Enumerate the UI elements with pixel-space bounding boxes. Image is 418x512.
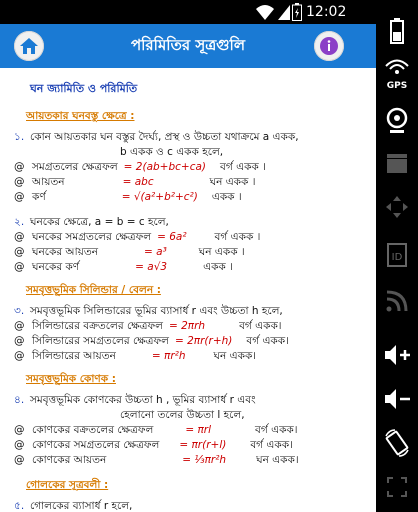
formula: = 2πr(r+h) (174, 335, 233, 347)
formula-unit: ঘন একক। (213, 350, 257, 362)
home-icon (19, 36, 39, 56)
intro-line (14, 499, 362, 512)
formula-row (14, 334, 362, 349)
formula-label: সিলিন্ডারের সমগ্রতলের ক্ষেত্রফল (32, 335, 169, 347)
formula: = 2πrh (168, 320, 206, 332)
item-number: ৩. (14, 305, 25, 317)
bullet: @ (14, 350, 25, 362)
section-title: সমবৃত্তভূমিক সিলিন্ডার / বেলন : (26, 284, 161, 296)
formula-label: আয়তন (32, 176, 65, 188)
bullet: @ (14, 335, 25, 347)
formula: = √(a²+b²+c²) (121, 191, 198, 203)
formula-row (14, 190, 362, 205)
rotate-button[interactable] (380, 426, 414, 460)
bullet: @ (14, 454, 25, 466)
intro-text: গোলকের ব্যাসার্ধ r হলে, (30, 500, 133, 512)
fullscreen-button[interactable] (380, 470, 414, 504)
intro-text: ঘনকের ক্ষেত্রে, a = b = c হলে, (30, 216, 169, 228)
formula-row (14, 230, 362, 245)
item-number: ১. (14, 131, 25, 143)
battery-status-button[interactable] (380, 14, 414, 48)
formula-label: কোণকের বক্রতলের ক্ষেত্রফল (32, 424, 154, 436)
formula-unit: বর্গ একক। (250, 439, 293, 451)
formula-unit: ঘন একক । (198, 246, 245, 258)
id-card-icon (380, 238, 414, 272)
info-icon (319, 36, 339, 56)
formula-row (14, 160, 362, 175)
home-button[interactable] (14, 31, 44, 61)
camera-button[interactable] (380, 104, 414, 138)
id-label: ID (391, 252, 403, 263)
intro-text: b একক ও c একক হলে, (120, 146, 224, 158)
formula: = 2(ab+bc+ca) (123, 161, 207, 173)
formula-row (14, 453, 362, 468)
bullet: @ (14, 246, 25, 258)
formula-label: কর্ণ (32, 191, 46, 203)
signal-icon (277, 3, 291, 21)
formula-unit: ঘন একক । (209, 176, 256, 188)
formula-label: সিলিন্ডারের বক্রতলের ক্ষেত্রফল (32, 320, 163, 332)
formula: = 6a² (157, 231, 187, 243)
dpad-button[interactable] (380, 190, 414, 224)
formula: = πr(r+l) (179, 439, 227, 451)
section-title: আয়তকার ঘনবস্তু ক্ষেত্রে : (26, 110, 135, 122)
formula-label: কোণকের আয়তন (32, 454, 107, 466)
intro-line (14, 393, 362, 408)
wifi-icon (255, 3, 275, 21)
formula-label: ঘনকের কর্ণ (32, 261, 80, 273)
formula: = a³ (144, 246, 167, 258)
bullet: @ (14, 439, 25, 451)
intro-line (14, 215, 362, 230)
status-bar (0, 0, 376, 24)
formula-row (14, 423, 362, 438)
formula-unit: বর্গ একক। (246, 335, 289, 347)
formula: = πr²h (151, 350, 186, 362)
item-number: ৫. (14, 500, 25, 512)
info-button[interactable] (314, 31, 344, 61)
intro-text: সমবৃত্তভূমিক সিলিন্ডারের ভূমির ব্যাসার্ধ r এবং উচ্চতা h হলে, (30, 305, 283, 317)
formula-unit: ঘন একক। (256, 454, 299, 466)
bullet: @ (14, 176, 25, 188)
intro-text: কোন আয়তকার ঘন বস্তুর দৈর্ঘ্য, প্রস্থ ও উচ্চতা যথাক্রমে a একক, (30, 131, 299, 143)
formula: = πrl (185, 424, 212, 436)
item-number: ২. (14, 216, 25, 228)
formula-row (14, 245, 362, 260)
formula: = ⅓πr²h (182, 454, 227, 466)
device-id-button[interactable] (380, 238, 414, 272)
formula-unit: বর্গ একক । (220, 161, 266, 173)
formula-content[interactable] (0, 68, 376, 512)
webcam-icon (380, 104, 414, 138)
formula-label: ঘনকের সমগ্রতলের ক্ষেত্রফল (32, 231, 152, 243)
main-title: ঘন জ্যামিতি ও পরিমিতি (30, 82, 138, 95)
formula-row (14, 319, 362, 334)
volume-up-icon (380, 338, 414, 372)
formula-unit: বর্গ একক । (214, 231, 261, 243)
formula: = a√3 (135, 261, 168, 273)
volume-down-button[interactable] (380, 382, 414, 416)
formula-unit: একক । (211, 191, 242, 203)
item-number: ৪. (14, 394, 25, 406)
bullet: @ (14, 320, 25, 332)
intro-text: সমবৃত্তভূমিক কোণকের উচ্চতা h , ভূমির ব্যাসার্ধ r এবং (30, 394, 256, 406)
formula-label: ঘনকের আয়তন (32, 246, 99, 258)
battery-icon (380, 14, 414, 48)
bullet: @ (14, 161, 25, 173)
intro-line (14, 408, 362, 423)
formula-row (14, 175, 362, 190)
section-title: সমবৃত্তভূমিক কোণক : (26, 373, 116, 385)
volume-down-icon (380, 382, 414, 416)
clapperboard-icon (380, 146, 414, 180)
volume-up-button[interactable] (380, 338, 414, 372)
clock: 12:02 (306, 4, 347, 20)
formula-unit: একক । (203, 261, 233, 273)
media-button[interactable] (380, 146, 414, 180)
rss-icon (380, 284, 414, 318)
emulator-side-panel (376, 0, 418, 512)
formula-label: কোণকের সমগ্রতলের ক্ষেত্রফল (32, 439, 160, 451)
formula-row (14, 438, 362, 453)
dpad-icon (380, 190, 414, 224)
gps-label: GPS (386, 81, 408, 91)
app-bar (0, 24, 376, 68)
formula-unit: বর্গ একক। (239, 320, 282, 332)
app-title: পরিমিতির সূত্রগুলি (130, 36, 246, 54)
bullet: @ (14, 261, 25, 273)
bullet: @ (14, 231, 25, 243)
formula: = abc (122, 176, 154, 188)
bullet: @ (14, 424, 25, 436)
intro-line (14, 304, 362, 319)
intro-line (14, 145, 362, 160)
battery-icon (292, 3, 302, 21)
formula-row (14, 260, 362, 275)
formula-label: সমগ্রতলের ক্ষেত্রফল (32, 161, 118, 173)
network-button[interactable] (380, 284, 414, 318)
section-title: গোলকের সূত্রবলী : (26, 479, 109, 491)
formula-row (14, 349, 362, 364)
formula-label: সিলিন্ডারের আয়তন (32, 350, 116, 362)
intro-text: হেলানো তলের উচ্চতা l হলে, (120, 409, 245, 421)
intro-line (14, 130, 362, 145)
bullet: @ (14, 191, 25, 203)
rotate-screen-icon (380, 426, 414, 460)
formula-unit: বর্গ একক। (255, 424, 298, 436)
fullscreen-icon (380, 470, 414, 504)
